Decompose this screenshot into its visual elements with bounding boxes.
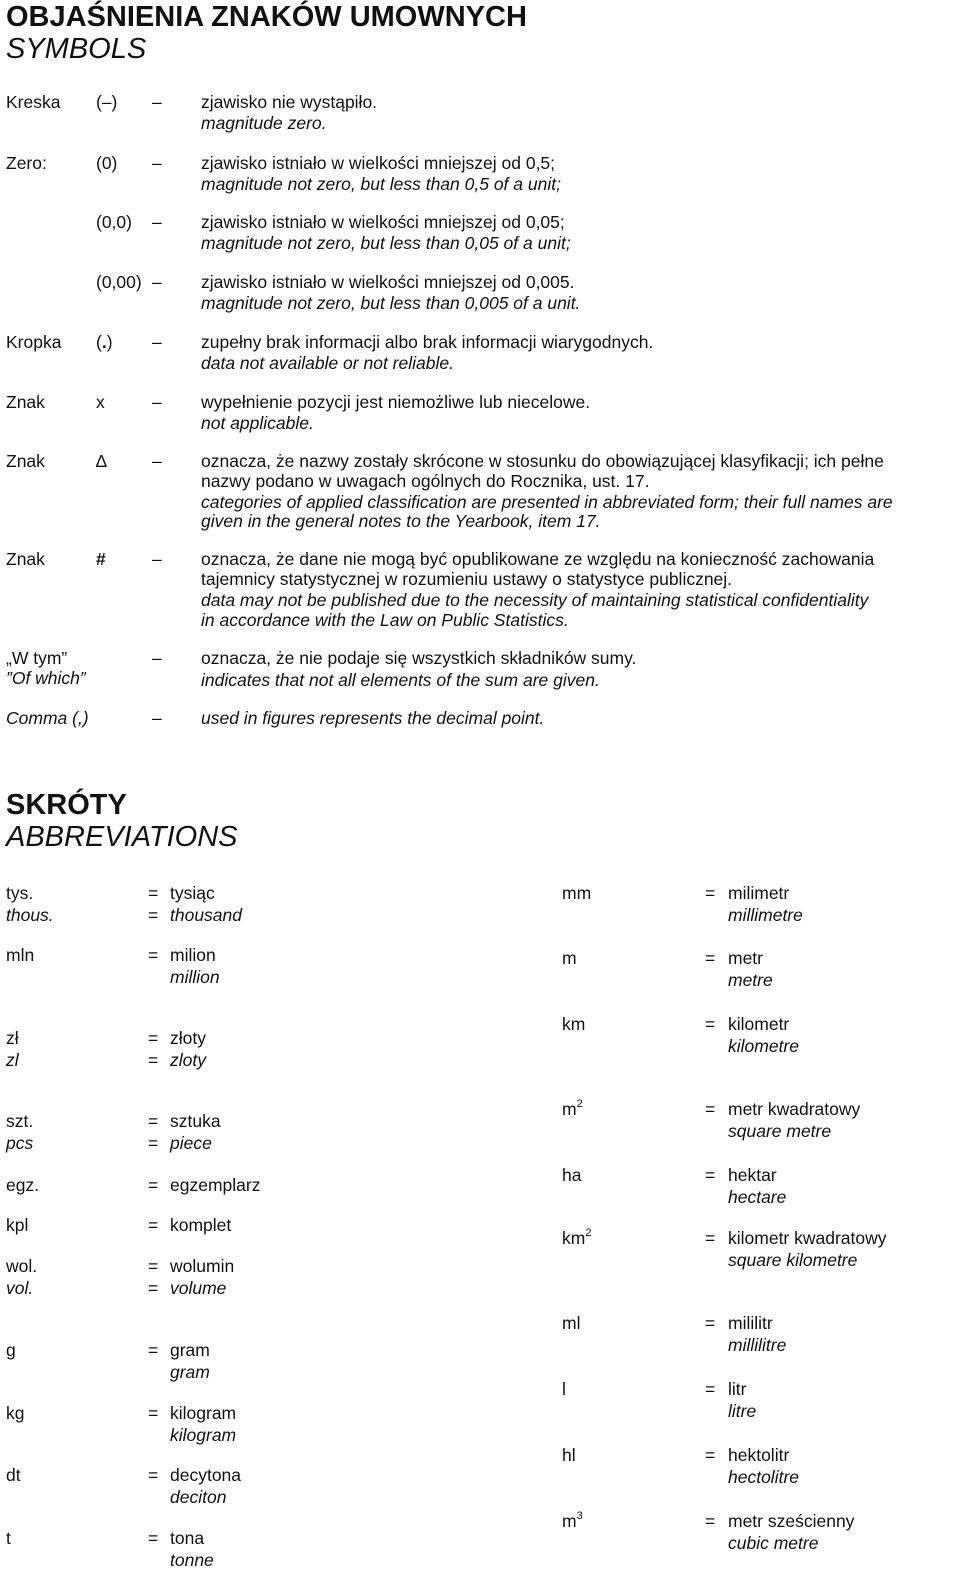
abbreviation: dt	[6, 1465, 21, 1485]
dash: –	[152, 92, 162, 112]
equals-sign: =	[148, 1340, 159, 1360]
zero-pl: zjawisko istniało w wielkości mniejszej od 0,005.	[201, 272, 575, 292]
znak-x-label: Znak	[6, 392, 45, 412]
abbreviation-meaning-pl: hektar	[728, 1165, 777, 1185]
abbreviation-meaning-en: piece	[170, 1133, 212, 1153]
equals-sign: =	[148, 1111, 159, 1131]
znak-hash-pl: tajemnicy statystycznej w rozumieniu ustawy o statystyce publicznej.	[201, 569, 733, 589]
znak-hash-en: in accordance with the Law on Public Statistics.	[201, 610, 569, 630]
abbreviation: $km^2$	[562, 1227, 592, 1248]
abbreviation-meaning-en: millilitre	[728, 1335, 787, 1355]
w-tym-pl: oznacza, że nie podaje się wszystkich składników sumy.	[201, 648, 637, 668]
equals-sign: =	[705, 1313, 716, 1333]
znak-delta-pl: nazwy podano w uwagach ogólnych do Rocznika, ust. 17.	[201, 471, 650, 491]
abbreviation: egz.	[6, 1175, 40, 1195]
abbreviation-en: vol.	[6, 1278, 34, 1298]
abbreviation-meaning-pl: metr kwadratowy	[728, 1099, 861, 1119]
zero-en: magnitude not zero, but less than 0,05 of a unit;	[201, 233, 571, 253]
abbreviation-meaning-en: litre	[728, 1401, 757, 1421]
kropka-pl: zupełny brak informacji albo brak informacji wiarygodnych.	[201, 332, 654, 352]
znak-delta-label: Znak	[6, 451, 45, 471]
equals-sign: =	[705, 883, 716, 903]
equals-sign: =	[148, 1278, 159, 1298]
abbreviation-meaning-en: zloty	[170, 1050, 206, 1070]
znak-hash-pl: oznacza, że dane nie mogą być opublikowane ze względu na konieczność zachowania	[201, 549, 875, 569]
znak-delta-en: categories of applied classification are presented in abbreviated form; their full names are	[201, 492, 893, 512]
abbreviation: kpl	[6, 1215, 29, 1235]
dash: –	[152, 549, 162, 569]
equals-sign: =	[148, 1215, 159, 1235]
abbreviation: mm	[562, 883, 592, 903]
kreska-label: Kreska	[6, 92, 61, 112]
abbreviation-meaning-pl: złoty	[170, 1028, 206, 1048]
dash: –	[152, 272, 162, 292]
kreska-en: magnitude zero.	[201, 113, 327, 133]
abbreviation-meaning-en: tonne	[170, 1550, 214, 1570]
abbreviation: ha	[562, 1165, 582, 1185]
equals-sign: =	[148, 1465, 159, 1485]
delta-icon: ∆	[96, 451, 107, 471]
abbreviation-meaning-en: square kilometre	[728, 1250, 858, 1270]
znak-x-symbol: x	[96, 392, 105, 412]
abbreviation-meaning-pl: kilometr kwadratowy	[728, 1228, 887, 1248]
abbreviation-meaning-pl: egzemplarz	[170, 1175, 261, 1195]
abbreviation-meaning-pl: milion	[170, 945, 216, 965]
w-tym-label: „W tym”	[6, 648, 68, 668]
hash-icon: #	[96, 549, 106, 569]
abbreviation-en: thous.	[6, 905, 54, 925]
abbreviation-en: pcs	[6, 1133, 34, 1153]
kreska-symbol: (–)	[96, 92, 118, 112]
abbreviations-title-en: ABBREVIATIONS	[6, 821, 238, 853]
abbreviation-meaning-pl: kilogram	[170, 1403, 237, 1423]
kropka-en: data not available or not reliable.	[201, 353, 454, 373]
equals-sign: =	[148, 1133, 159, 1153]
abbreviation-meaning-pl: decytona	[170, 1465, 242, 1485]
abbreviation: tys.	[6, 883, 34, 903]
abbreviation-meaning-pl: gram	[170, 1340, 210, 1360]
equals-sign: =	[148, 1050, 159, 1070]
abbreviation-meaning-pl: komplet	[170, 1215, 232, 1235]
zero-en: magnitude not zero, but less than 0,005 of a unit.	[201, 293, 581, 313]
zero-symbol: (0)	[96, 153, 118, 173]
abbreviation-meaning-en: millimetre	[728, 905, 803, 925]
abbreviation: szt.	[6, 1111, 34, 1131]
abbreviation-meaning-pl: tona	[170, 1528, 205, 1548]
zero-en: magnitude not zero, but less than 0,5 of a unit;	[201, 174, 561, 194]
znak-x-en: not applicable.	[201, 413, 314, 433]
abbreviation-meaning-en: deciton	[170, 1487, 227, 1507]
zero-pl: zjawisko istniało w wielkości mniejszej od 0,05;	[201, 212, 565, 232]
abbreviation-meaning-pl: kilometr	[728, 1014, 790, 1034]
equals-sign: =	[148, 1028, 159, 1048]
zero-symbol: (0,0)	[96, 212, 132, 232]
equals-sign: =	[705, 1165, 716, 1185]
abbreviation: m	[562, 948, 577, 968]
equals-sign: =	[148, 1528, 159, 1548]
abbreviations-title-pl: SKRÓTY	[6, 789, 127, 821]
abbreviation: ml	[562, 1313, 581, 1333]
zero-pl: zjawisko istniało w wielkości mniejszej od 0,5;	[201, 153, 556, 173]
equals-sign: =	[705, 1099, 716, 1119]
kropka-symbol: (.)	[96, 332, 113, 352]
abbreviation: wol.	[6, 1256, 38, 1276]
abbreviation-meaning-pl: sztuka	[170, 1111, 221, 1131]
equals-sign: =	[705, 1379, 716, 1399]
abbreviation-meaning-pl: metr sześcienny	[728, 1511, 855, 1531]
abbreviation: zł	[6, 1028, 19, 1048]
abbreviation-meaning-en: hectare	[728, 1187, 787, 1207]
znak-hash-label: Znak	[6, 549, 45, 569]
abbreviation-meaning-en: hectolitre	[728, 1467, 800, 1487]
abbreviation-meaning-pl: metr	[728, 948, 763, 968]
abbreviation-meaning-pl: tysiąc	[170, 883, 215, 903]
abbreviation-meaning-en: thousand	[170, 905, 243, 925]
abbreviation: hl	[562, 1445, 576, 1465]
abbreviation-meaning-en: kilogram	[170, 1425, 237, 1445]
equals-sign: =	[705, 948, 716, 968]
abbreviation-meaning-pl: milimetr	[728, 883, 790, 903]
znak-x-pl: wypełnienie pozycji jest niemożliwe lub niecelowe.	[201, 392, 591, 412]
znak-delta-pl: oznacza, że nazwy zostały skrócone w stosunku do obowiązującej klasyfikacji; ich pełne	[201, 451, 884, 471]
abbreviation-meaning-en: kilometre	[728, 1036, 799, 1056]
abbreviation-meaning-en: gram	[170, 1362, 210, 1382]
abbreviation: l	[562, 1379, 566, 1399]
znak-hash-en: data may not be published due to the necessity of maintaining statistical confidentiality	[201, 590, 869, 610]
w-tym-en: indicates that not all elements of the sum are given.	[201, 670, 600, 690]
equals-sign: =	[148, 945, 159, 965]
abbreviation: t	[6, 1528, 11, 1548]
abbreviation-meaning-pl: mililitr	[728, 1313, 773, 1333]
equals-sign: =	[148, 905, 159, 925]
equals-sign: =	[148, 1256, 159, 1276]
symbols-title-pl: OBJAŚNIENIA ZNAKÓW UMOWNYCH	[6, 1, 527, 33]
abbreviation: g	[6, 1340, 16, 1360]
equals-sign: =	[148, 883, 159, 903]
comma-en: used in figures represents the decimal point.	[201, 708, 545, 728]
symbols-title-en: SYMBOLS	[6, 33, 147, 65]
abbreviation: $m^3$	[562, 1510, 583, 1531]
dash: –	[152, 451, 162, 471]
dash: –	[152, 648, 162, 668]
abbreviation-meaning-en: cubic metre	[728, 1533, 819, 1553]
dash: –	[152, 392, 162, 412]
abbreviation-meaning-pl: litr	[728, 1379, 747, 1399]
equals-sign: =	[148, 1403, 159, 1423]
comma-label: Comma (,)	[6, 708, 89, 728]
dash: –	[152, 332, 162, 352]
zero-symbol: (0,00)	[96, 272, 142, 292]
abbreviation-meaning-en: metre	[728, 970, 773, 990]
abbreviation: km	[562, 1014, 586, 1034]
of-which-label: ”Of which”	[6, 668, 86, 688]
abbreviation: $m^2$	[562, 1098, 583, 1119]
dash: –	[152, 708, 162, 728]
abbreviation-meaning-en: volume	[170, 1278, 227, 1298]
abbreviation: mln	[6, 945, 35, 965]
abbreviation-meaning-en: square metre	[728, 1121, 832, 1141]
dash: –	[152, 153, 162, 173]
equals-sign: =	[148, 1175, 159, 1195]
equals-sign: =	[705, 1228, 716, 1248]
equals-sign: =	[705, 1445, 716, 1465]
equals-sign: =	[705, 1511, 716, 1531]
dash: –	[152, 212, 162, 232]
abbreviation-en: zl	[6, 1050, 19, 1070]
equals-sign: =	[705, 1014, 716, 1034]
abbreviation-meaning-pl: wolumin	[170, 1256, 235, 1276]
kreska-pl: zjawisko nie wystąpiło.	[201, 92, 378, 112]
abbreviation-meaning-en: million	[170, 967, 220, 987]
kropka-label: Kropka	[6, 332, 62, 352]
abbreviation: kg	[6, 1403, 25, 1423]
zero-label: Zero:	[6, 153, 47, 173]
abbreviation-meaning-pl: hektolitr	[728, 1445, 790, 1465]
znak-delta-en: given in the general notes to the Yearbook, item 17.	[201, 511, 601, 531]
